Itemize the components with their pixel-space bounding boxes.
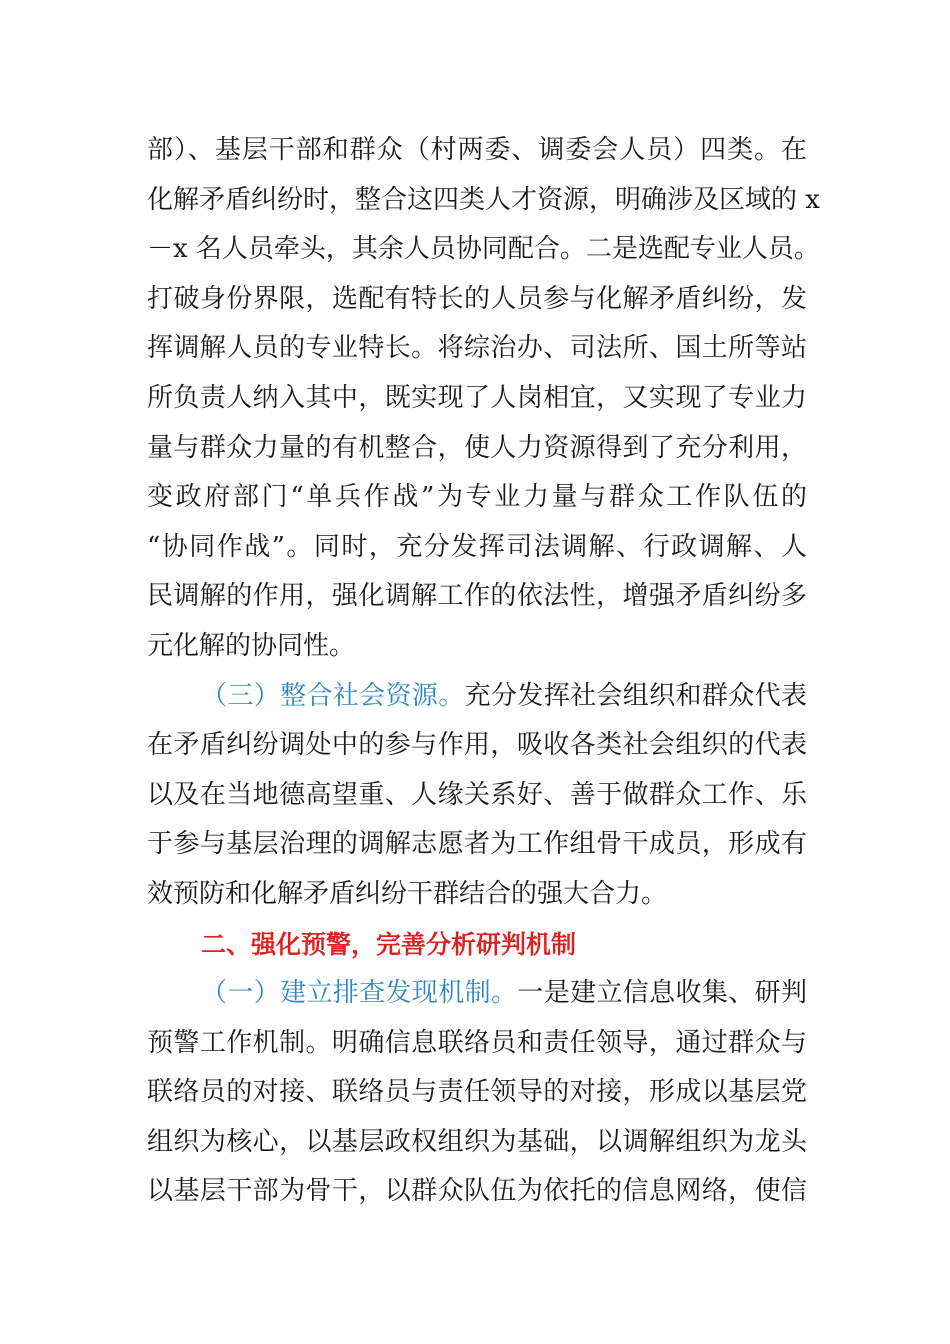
chapter-2-heading: 二、强化预警，完善分析研判机制 xyxy=(201,929,577,959)
section-1-first-line-text: 一是建立信息收集、研判 xyxy=(517,978,807,1009)
paragraph-line: 变政府部门“单兵作战”为专业力量与群众工作队伍的 xyxy=(147,482,807,513)
document-body xyxy=(147,126,820,1217)
paragraph-line: 组织为核心，以基层政权组织为基础，以调解组织为龙头 xyxy=(147,1126,807,1157)
paragraph-line: 挥调解人员的专业特长。将综治办、司法所、国土所等站 xyxy=(147,333,807,364)
paragraph-line: －x 名人员牵头，其余人员协同配合。二是选配专业人员。 xyxy=(147,234,820,265)
section-3-heading: （三）整合社会资源。 xyxy=(201,680,465,711)
paragraph-line: 所负责人纳入其中，既实现了人岗相宜，又实现了专业力 xyxy=(147,382,807,413)
section-3-first-line xyxy=(147,672,807,722)
paragraph-line: 于参与基层治理的调解志愿者为工作组骨干成员，形成有 xyxy=(147,829,807,860)
paragraph-line: 民调解的作用，强化调解工作的依法性，增强矛盾纠纷多 xyxy=(147,581,807,612)
paragraph-line: 效预防和化解矛盾纠纷干群结合的强大合力。 xyxy=(147,878,668,909)
paragraph-line: 预警工作机制。明确信息联络员和责任领导，通过群众与 xyxy=(147,1027,807,1058)
section-1-heading: （一）建立排查发现机制。 xyxy=(201,978,518,1009)
paragraph-line: 以及在当地德高望重、人缘关系好、善于做群众工作、乐 xyxy=(147,779,807,810)
paragraph-line: 打破身份界限，选配有特长的人员参与化解矛盾纠纷，发 xyxy=(147,283,807,314)
paragraph-line: 部）、基层干部和群众（村两委、调委会人员）四类。在 xyxy=(147,135,807,165)
section-3-first-line-text: 充分发挥社会组织和群众代表 xyxy=(464,680,807,711)
section-1-first-line xyxy=(147,969,807,1019)
paragraph-line: “协同作战”。同时，充分发挥司法调解、行政调解、人 xyxy=(147,531,807,562)
paragraph-line: 以基层干部为骨干，以群众队伍为依托的信息网络，使信 xyxy=(147,1176,807,1207)
paragraph-line: 量与群众力量的有机整合，使人力资源得到了充分利用， xyxy=(147,432,807,463)
paragraph-line: 元化解的协同性。 xyxy=(147,630,356,661)
paragraph-line: 在矛盾纠纷调处中的参与作用，吸收各类社会组织的代表 xyxy=(147,730,807,761)
paragraph-line: 化解矛盾纠纷时，整合这四类人才资源，明确涉及区域的 x xyxy=(147,184,820,215)
paragraph-line: 联络员的对接、联络员与责任领导的对接，形成以基层党 xyxy=(147,1077,807,1108)
